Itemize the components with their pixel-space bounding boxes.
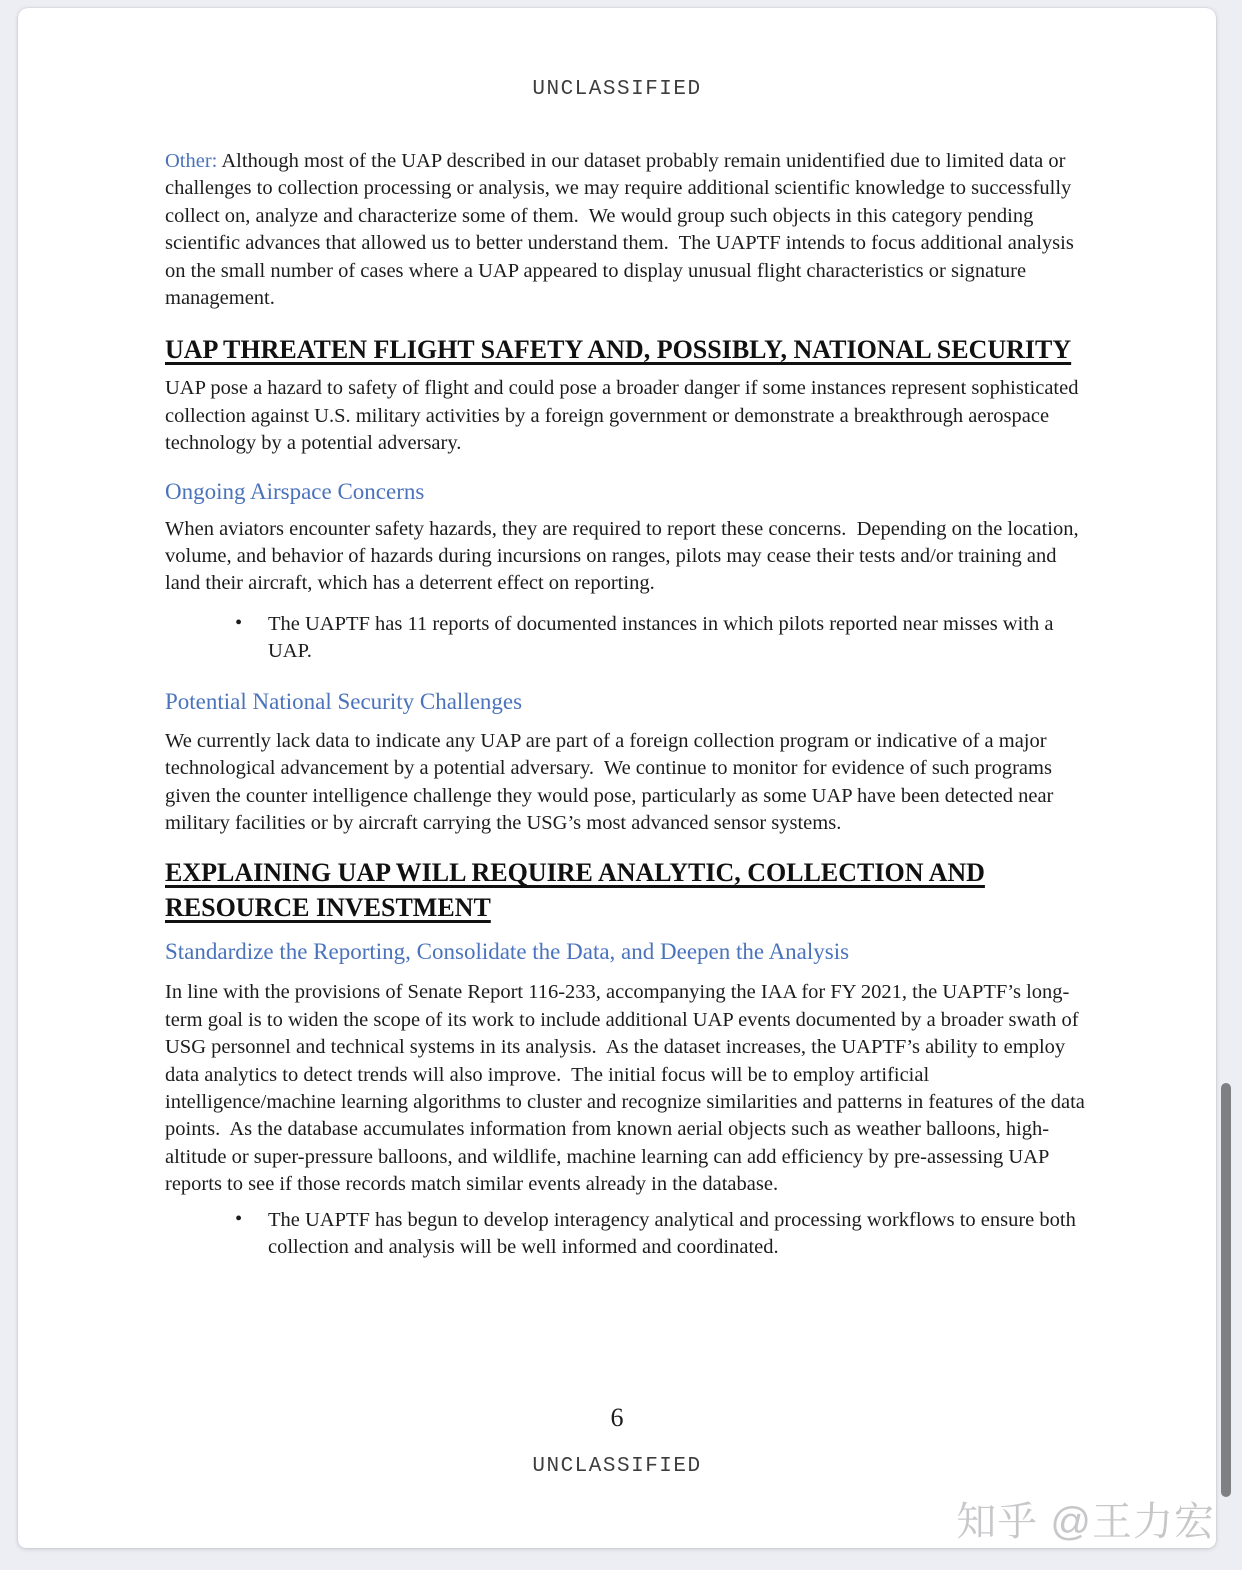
list-item xyxy=(165,611,1087,666)
subheading-standardize-reporting: Standardize the Reporting, Consolidate the Data, and Deepen the Analysis xyxy=(165,939,850,965)
page-number: 6 xyxy=(610,1403,624,1432)
bullet-list-workflows xyxy=(165,1207,1087,1262)
watermark: 知乎 @王力宏 xyxy=(956,1500,1215,1544)
other-category-label: Other: xyxy=(165,150,218,172)
bullet-near-miss-text: The UAPTF has 11 reports of documented instances in which pilots reported near misses with a UAP. xyxy=(268,612,1059,663)
classification-footer: UNCLASSIFIED xyxy=(532,1455,702,1478)
document-page xyxy=(18,8,1216,1548)
classification-header: UNCLASSIFIED xyxy=(532,78,702,101)
para-uap-hazard: UAP pose a hazard to safety of flight and could pose a broader danger if some instances represent sophisticated collection against U.S. military activities by a foreign government or demonstrate a breakthrough aerospace technology by a potential adversary. xyxy=(165,377,1084,455)
section-heading-flight-safety: UAP THREATEN FLIGHT SAFETY AND, POSSIBLY, NATIONAL SECURITY xyxy=(165,335,1072,365)
para-aviators: When aviators encounter safety hazards, they are required to report these concerns. Depending on the location, volume, and behavior of hazards during incursions on ranges, pilots may cease their tests and/or training and land their aircraft, which has a deterrent effect on reporting. xyxy=(165,517,1084,595)
subheading-ongoing-airspace: Ongoing Airspace Concerns xyxy=(165,478,425,504)
bullet-list-airspace xyxy=(165,611,1087,666)
bullet-icon: • xyxy=(235,1207,243,1230)
document-body xyxy=(165,148,1091,1261)
scrollbar-thumb[interactable] xyxy=(1221,1083,1231,1497)
para-senate-report: In line with the provisions of Senate Report 116-233, accompanying the IAA for FY 2021, the UAPTF’s long-term goal is to widen the scope of its work to include additional UAP events documented by a broader swath of USG personnel and technical systems in its analysis. As the dataset increases, the UAPTF’s ability to employ data analytics to detect trends will also improve. The initial focus will be to employ artificial intelligence/machine learning algorithms to cluster and recognize similarities and patterns in features of the data points. As the database accumulates information from known aerial objects such as weather balloons, high-altitude or super-pressure balloons, and wildlife, machine learning can add efficiency by pre-assessing UAP reports to see if those records match similar events already in the database. xyxy=(165,981,1091,1196)
para-other-text: Although most of the UAP described in our dataset probably remain unidentified due to limited data or challenges to collection processing or analysis, we may require additional scientific knowledge to successfully collect on, analyze and characterize some of them. We would group such objects in this category pending scientific advances that allowed us to better understand them. The UAPTF intends to focus additional analysis on the small number of cases where a UAP appeared to display unusual flight characteristics or signature management. xyxy=(165,150,1079,310)
list-item xyxy=(165,1207,1087,1262)
para-other xyxy=(165,148,1087,312)
bullet-icon: • xyxy=(235,611,243,634)
para-lack-data: We currently lack data to indicate any UAP are part of a foreign collection program or indicative of a major technological advancement by a potential adversary. We continue to monitor for evidence of such programs given the counter intelligence challenge they would pose, particularly as some UAP have been detected near military facilities or by aircraft carrying the USG’s most advanced sensor systems. xyxy=(165,729,1059,834)
subheading-national-security: Potential National Security Challenges xyxy=(165,688,523,714)
bullet-workflows-text: The UAPTF has begun to develop interagency analytical and processing workflows to ensure both collection and analysis will be well informed and coordinated. xyxy=(268,1208,1081,1258)
section-heading-explaining-uap: EXPLAINING UAP WILL REQUIRE ANALYTIC, COLLECTION AND RESOURCE INVESTMENT xyxy=(165,858,985,923)
